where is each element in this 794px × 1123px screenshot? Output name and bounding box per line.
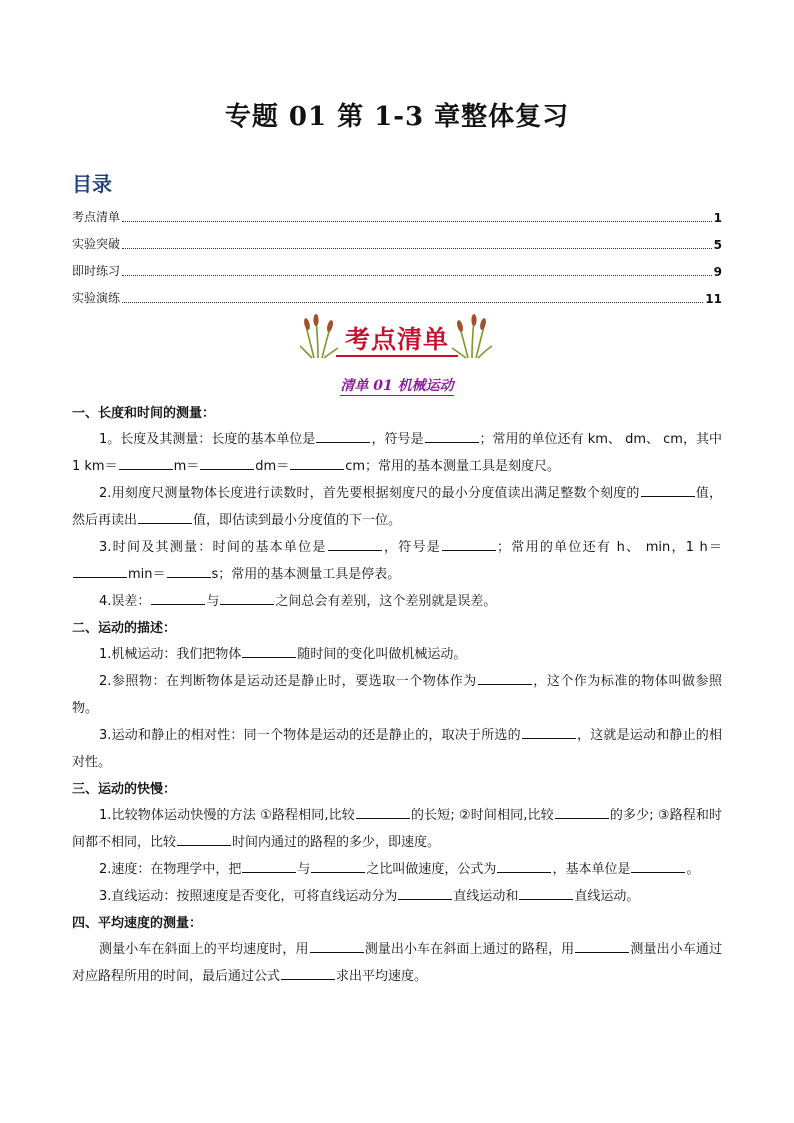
section-banner [300,312,494,362]
fill-blank[interactable] [497,871,551,873]
fill-blank[interactable] [151,603,205,605]
paragraph [72,426,722,480]
paragraph-text: 值，然后再读出 [72,486,722,528]
paragraph-text: 值，即估读到最小分度值的下一位。 [193,513,402,528]
fill-blank[interactable] [290,468,344,470]
page-title: 专题 01 第 1-3 章整体复习 [224,102,570,132]
fill-blank[interactable] [177,844,231,846]
section-title: 一、长度和时间的测量： [72,406,216,421]
paragraph-text: 测量出小车通过对应路程所用的时间，最后通过公式 [72,942,722,984]
paragraph-text: 1。长度及其测量：长度的基本单位是 [99,432,316,447]
fill-blank[interactable] [138,522,192,524]
paragraph-text: 直线运动和 [453,889,519,904]
paragraph-text: s；常用的基本测量工具是停表。 [211,567,401,582]
fill-blank[interactable] [242,871,296,873]
paragraph [72,641,722,668]
paragraph-text: m＝ [173,459,200,474]
paragraph [72,480,722,534]
paragraph-text: 与 [297,862,311,877]
toc-item-label: 考点清单 [72,210,121,224]
toc-leader-dots [122,221,712,222]
paragraph [72,668,722,722]
paragraph-text: 求出平均速度。 [336,969,428,984]
toc-item-label: 即时练习 [72,264,121,278]
fill-blank[interactable] [522,737,576,739]
fill-blank[interactable] [311,871,365,873]
paragraph [72,722,722,776]
paragraph-text: cm；常用的基本测量工具是刻度尺。 [345,459,561,474]
paragraph-text: ，符号是 [382,540,442,555]
paragraph-text: 2.参照物：在判断物体是运动还是静止时，要选取一个物体作为 [99,674,477,689]
paragraph-text: 4.误差： [99,594,151,609]
toc-item-page: 11 [705,292,722,306]
paragraph [72,883,722,910]
banner-title: 考点清单 [344,325,449,354]
section-title: 二、运动的描述： [72,621,177,636]
toc-heading: 目录 [72,172,112,196]
paragraph-text: 3.运动和静止的相对性：同一个物体是运动的还是静止的，取决于所选的 [99,728,521,743]
fill-blank[interactable] [119,468,173,470]
paragraph-text: 时间内通过的路程的多少，即速度。 [232,835,441,850]
paragraph-text: ，基本单位是 [552,862,631,877]
paragraph [72,936,722,990]
fill-blank[interactable] [242,656,296,658]
fill-blank[interactable] [281,978,335,980]
toc-leader-dots [122,275,712,276]
toc-item-page: 1 [713,211,722,225]
paragraph-text: 1.机械运动：我们把物体 [99,647,242,662]
paragraph-text: 测量出小车在斜面上通过的路程，用 [364,942,575,957]
fill-blank[interactable] [316,441,370,443]
toc-item[interactable] [72,252,722,279]
fill-blank[interactable] [575,951,629,953]
fill-blank[interactable] [220,603,274,605]
paragraph-text: ；常用的单位还有 h、 min，1 h＝ [497,540,722,555]
subheading-text: 清单 01 机械运动 [340,378,454,394]
fill-blank[interactable] [356,817,410,819]
toc-item[interactable] [72,279,722,306]
paragraph [72,856,722,883]
fill-blank[interactable] [167,576,211,578]
fill-blank[interactable] [73,576,127,578]
paragraph-text: 。 [686,862,700,877]
table-of-contents [72,198,722,306]
paragraph-text: 2.用刻度尺测量物体长度进行读数时，首先要根据刻度尺的最小分度值读出满足整数个刻度的 [99,486,640,501]
toc-item[interactable] [72,198,722,225]
toc-leader-dots [122,248,712,249]
section-title: 四、平均速度的测量： [72,916,203,931]
paragraph-text: 3.直线运动：按照速度是否变化，可将直线运动分为 [99,889,398,904]
paragraph [72,534,722,588]
fill-blank[interactable] [328,549,382,551]
paragraph-text: 1.比较物体运动快慢的方法 ①路程相同,比较 [99,808,355,823]
fill-blank[interactable] [478,683,532,685]
paragraph [72,588,722,615]
paragraph-text: 的长短; ②时间相同,比较 [410,808,554,823]
paragraph-text: ；常用的单位还有 km、 dm、 cm，其中 1 km＝ [72,432,722,474]
fill-blank[interactable] [631,871,685,873]
paragraph-text: 与 [206,594,220,609]
paragraph-text: 测量小车在斜面上的平均速度时，用 [99,942,309,957]
paragraph-text: 随时间的变化叫做机械运动。 [297,647,467,662]
paragraph [72,802,722,856]
fill-blank[interactable] [425,441,479,443]
fill-blank[interactable] [310,951,364,953]
toc-item[interactable] [72,225,722,252]
fill-blank[interactable] [200,468,254,470]
paragraph-text: ，符号是 [371,432,424,447]
paragraph-text: 的多少; ③路程和时间都不相同，比较 [72,808,722,850]
fill-blank[interactable] [555,817,609,819]
paragraph-text: 直线运动。 [574,889,640,904]
section-title: 三、运动的快慢： [72,782,177,797]
fill-blank[interactable] [519,898,573,900]
content-body [72,400,722,990]
paragraph-text: 3.时间及其测量：时间的基本单位是 [99,540,327,555]
paragraph-text: min＝ [128,567,166,582]
fill-blank[interactable] [442,549,496,551]
paragraph-text: ，这个作为标准的物体叫做参照物。 [72,674,722,716]
fill-blank[interactable] [641,495,695,497]
paragraph-text: 之比叫做速度，公式为 [366,862,497,877]
toc-item-label: 实验演练 [72,291,121,305]
paragraph-text: dm＝ [255,459,290,474]
toc-leader-dots [122,302,703,303]
toc-item-label: 实验突破 [72,237,121,251]
paragraph-text: 2.速度：在物理学中，把 [99,862,242,877]
toc-item-page: 5 [713,238,722,252]
paragraph-text: 之间总会有差别，这个差别就是误差。 [275,594,497,609]
list-subheading [0,375,794,395]
paragraph-text: ，这就是运动和静止的相对性。 [72,728,722,770]
fill-blank[interactable] [398,898,452,900]
toc-item-page: 9 [713,265,722,279]
